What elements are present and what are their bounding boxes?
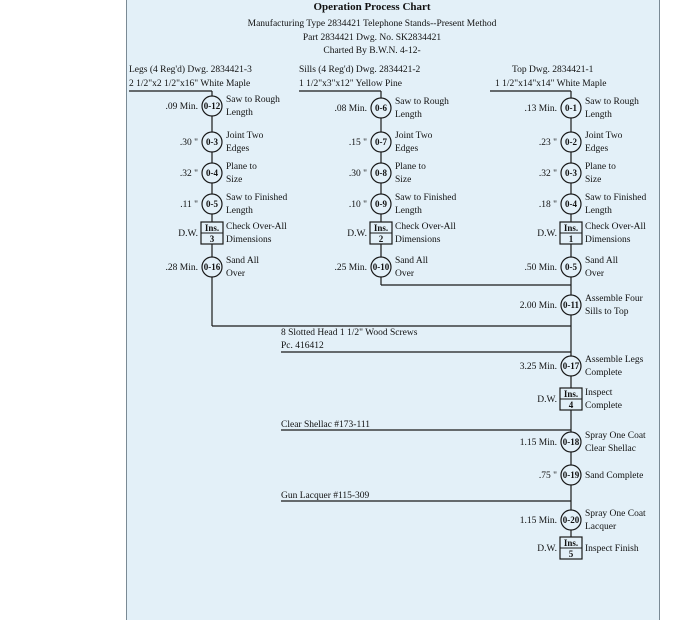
- sills-step-6: [335, 256, 429, 279]
- step-description: Dimensions: [226, 235, 272, 245]
- step-time: .15 ": [348, 138, 367, 148]
- operation-number: 0-17: [562, 361, 580, 371]
- sills-column-title: Sills (4 Reg'd) Dwg. 2834421-2: [299, 65, 421, 75]
- step-description: Sills to Top: [585, 307, 629, 317]
- step-time: D.W.: [537, 395, 557, 405]
- inspection-number: 5: [568, 549, 574, 559]
- step-description: Length: [395, 206, 422, 216]
- chart-title: Operation Process Chart: [313, 1, 431, 13]
- step-description: Spray One Coat: [585, 431, 646, 441]
- step-description: Inspect: [585, 388, 613, 398]
- step-description: Size: [395, 175, 412, 185]
- flow-nodes: [166, 95, 647, 559]
- operation-number: 0-1: [565, 103, 577, 113]
- operation-number: 0-7: [375, 137, 387, 147]
- main-step-3: [537, 388, 622, 411]
- step-description: Plane to: [395, 162, 426, 172]
- step-time: .75 ": [538, 471, 557, 481]
- legs-step-1: [166, 95, 281, 118]
- top-column-title: Top Dwg. 2834421-1: [512, 65, 594, 75]
- step-description: Length: [585, 206, 612, 216]
- operation-number: 0-8: [375, 168, 387, 178]
- operation-number: 0-2: [565, 137, 577, 147]
- step-time: 1.15 Min.: [519, 438, 557, 448]
- main-step-6: [520, 509, 646, 532]
- step-time: .30 ": [179, 138, 198, 148]
- main-step-2: [520, 355, 644, 378]
- operation-number: 0-3: [206, 137, 218, 147]
- step-time: .08 Min.: [334, 104, 367, 114]
- legs-column-title: Legs (4 Reg'd) Dwg. 2834421-3: [129, 65, 252, 75]
- step-description: Joint Two: [226, 131, 264, 141]
- inspection-label: Ins.: [563, 223, 579, 233]
- step-description: Check Over-All: [585, 222, 646, 232]
- step-time: D.W.: [347, 229, 367, 239]
- lacquer-material: Gun Lacquer #115-309: [281, 491, 370, 501]
- inspection-number: 2: [378, 234, 384, 244]
- inspection-number: 1: [568, 234, 574, 244]
- step-description: Edges: [395, 144, 419, 154]
- top-step-6: [525, 256, 619, 279]
- step-description: Lacquer: [585, 522, 617, 532]
- step-description: Check Over-All: [226, 222, 287, 232]
- legs-column-material: 2 1/2"x2 1/2"x16" White Maple: [129, 79, 251, 89]
- inspection-label: Ins.: [204, 223, 220, 233]
- sills-step-4: [349, 193, 457, 216]
- operation-number: 0-10: [372, 262, 390, 272]
- top-step-2: [539, 131, 623, 154]
- step-time: .30 ": [348, 169, 367, 179]
- step-time: .28 Min.: [165, 263, 198, 273]
- main-step-1: [520, 294, 644, 317]
- inspection-number: 4: [568, 400, 574, 410]
- step-time: .32 ": [538, 169, 557, 179]
- step-time: .10 ": [348, 200, 367, 210]
- sills-column-material: 1 1/2"x3"x12" Yellow Pine: [299, 79, 402, 89]
- top-column-material: 1 1/2"x14"x14" White Maple: [495, 79, 607, 89]
- step-description: Sand All: [585, 256, 618, 266]
- screws-material: 8 Slotted Head 1 1/2" Wood Screws: [281, 328, 418, 338]
- chart-header: [248, 1, 497, 56]
- step-time: .23 ": [538, 138, 557, 148]
- step-description: Saw to Finished: [226, 193, 288, 203]
- legs-step-6: [166, 256, 260, 279]
- top-step-3: [539, 162, 616, 185]
- material-labels: [281, 328, 418, 501]
- step-description: Spray One Coat: [585, 509, 646, 519]
- column-headers: [129, 64, 606, 89]
- step-description: Length: [226, 108, 253, 118]
- part-number: Part 2834421 Dwg. No. SK2834421: [302, 33, 442, 43]
- step-description: Saw to Rough: [226, 95, 280, 105]
- flow-lines: [129, 91, 571, 548]
- step-description: Joint Two: [395, 131, 433, 141]
- step-time: 2.00 Min.: [519, 301, 557, 311]
- step-time: .18 ": [538, 200, 557, 210]
- step-description: Over: [226, 269, 245, 279]
- step-description: Check Over-All: [395, 222, 456, 232]
- operation-number: 0-5: [206, 199, 218, 209]
- inspection-label: Ins.: [563, 538, 579, 548]
- step-description: Assemble Legs: [585, 355, 644, 365]
- operation-number: 0-19: [562, 470, 580, 480]
- operation-number: 0-3: [565, 168, 577, 178]
- step-description: Assemble Four: [585, 294, 643, 304]
- sills-step-2: [349, 131, 433, 154]
- top-step-1: [525, 97, 640, 120]
- operation-number: 0-12: [203, 101, 221, 111]
- step-description: Size: [226, 175, 243, 185]
- inspection-label: Ins.: [563, 389, 579, 399]
- legs-step-4: [180, 193, 287, 216]
- operation-number: 0-20: [562, 515, 580, 525]
- step-description: Length: [585, 110, 612, 120]
- step-description: Saw to Finished: [395, 193, 457, 203]
- step-time: .50 Min.: [524, 263, 557, 273]
- main-step-5: [539, 465, 643, 485]
- step-time: .25 Min.: [334, 263, 367, 273]
- step-description: Dimensions: [585, 235, 631, 245]
- operation-number: 0-16: [203, 262, 221, 272]
- step-time: .32 ": [179, 169, 198, 179]
- step-description: Over: [585, 269, 604, 279]
- step-description: Sand All: [226, 256, 259, 266]
- step-description: Length: [395, 110, 422, 120]
- step-description: Length: [226, 206, 253, 216]
- step-description: Dimensions: [395, 235, 441, 245]
- step-time: D.W.: [178, 229, 198, 239]
- step-time: 1.15 Min.: [519, 516, 557, 526]
- step-description: Plane to: [585, 162, 616, 172]
- step-time: .09 Min.: [165, 102, 198, 112]
- operation-number: 0-4: [206, 168, 218, 178]
- step-description: Plane to: [226, 162, 257, 172]
- chart-subtitle: Manufacturing Type 2834421 Telephone Stands--Present Method: [247, 19, 497, 29]
- step-description: Over: [395, 269, 414, 279]
- step-description: Complete: [585, 401, 622, 411]
- step-description: Clear Shellac: [585, 444, 636, 454]
- operation-number: 0-18: [562, 437, 580, 447]
- operation-number: 0-6: [375, 103, 387, 113]
- step-description: Joint Two: [585, 131, 623, 141]
- step-description: Saw to Rough: [585, 97, 639, 107]
- step-time: .11 ": [180, 200, 198, 210]
- sills-step-3: [349, 162, 426, 185]
- legs-step-3: [180, 162, 257, 185]
- inspection-label: Ins.: [373, 223, 389, 233]
- step-time: .13 Min.: [524, 104, 557, 114]
- step-description: Inspect Finish: [585, 544, 639, 554]
- step-description: Edges: [226, 144, 250, 154]
- operation-number: 0-9: [375, 199, 387, 209]
- shellac-material: Clear Shellac #173-111: [281, 420, 370, 430]
- charted-by: Charted By B.W.N. 4-12-: [323, 46, 421, 56]
- top-step-5: [537, 222, 646, 245]
- step-description: Saw to Rough: [395, 97, 449, 107]
- sills-step-5: [347, 222, 456, 245]
- step-time: 3.25 Min.: [519, 362, 557, 372]
- main-step-4: [520, 431, 646, 454]
- legs-step-2: [180, 131, 264, 154]
- operation-number: 0-4: [565, 199, 577, 209]
- main-step-7: [537, 537, 639, 559]
- step-description: Sand Complete: [585, 471, 644, 481]
- operation-number: 0-5: [565, 262, 577, 272]
- step-description: Size: [585, 175, 602, 185]
- operation-number: 0-11: [562, 300, 580, 310]
- screws-part-number: Pc. 416412: [281, 341, 324, 351]
- step-description: Edges: [585, 144, 609, 154]
- step-time: D.W.: [537, 544, 557, 554]
- step-description: Complete: [585, 368, 622, 378]
- step-description: Sand All: [395, 256, 428, 266]
- legs-step-5: [178, 222, 287, 245]
- step-description: Saw to Finished: [585, 193, 647, 203]
- sills-step-1: [335, 97, 450, 120]
- top-step-4: [539, 193, 647, 216]
- inspection-number: 3: [209, 234, 215, 244]
- step-time: D.W.: [537, 229, 557, 239]
